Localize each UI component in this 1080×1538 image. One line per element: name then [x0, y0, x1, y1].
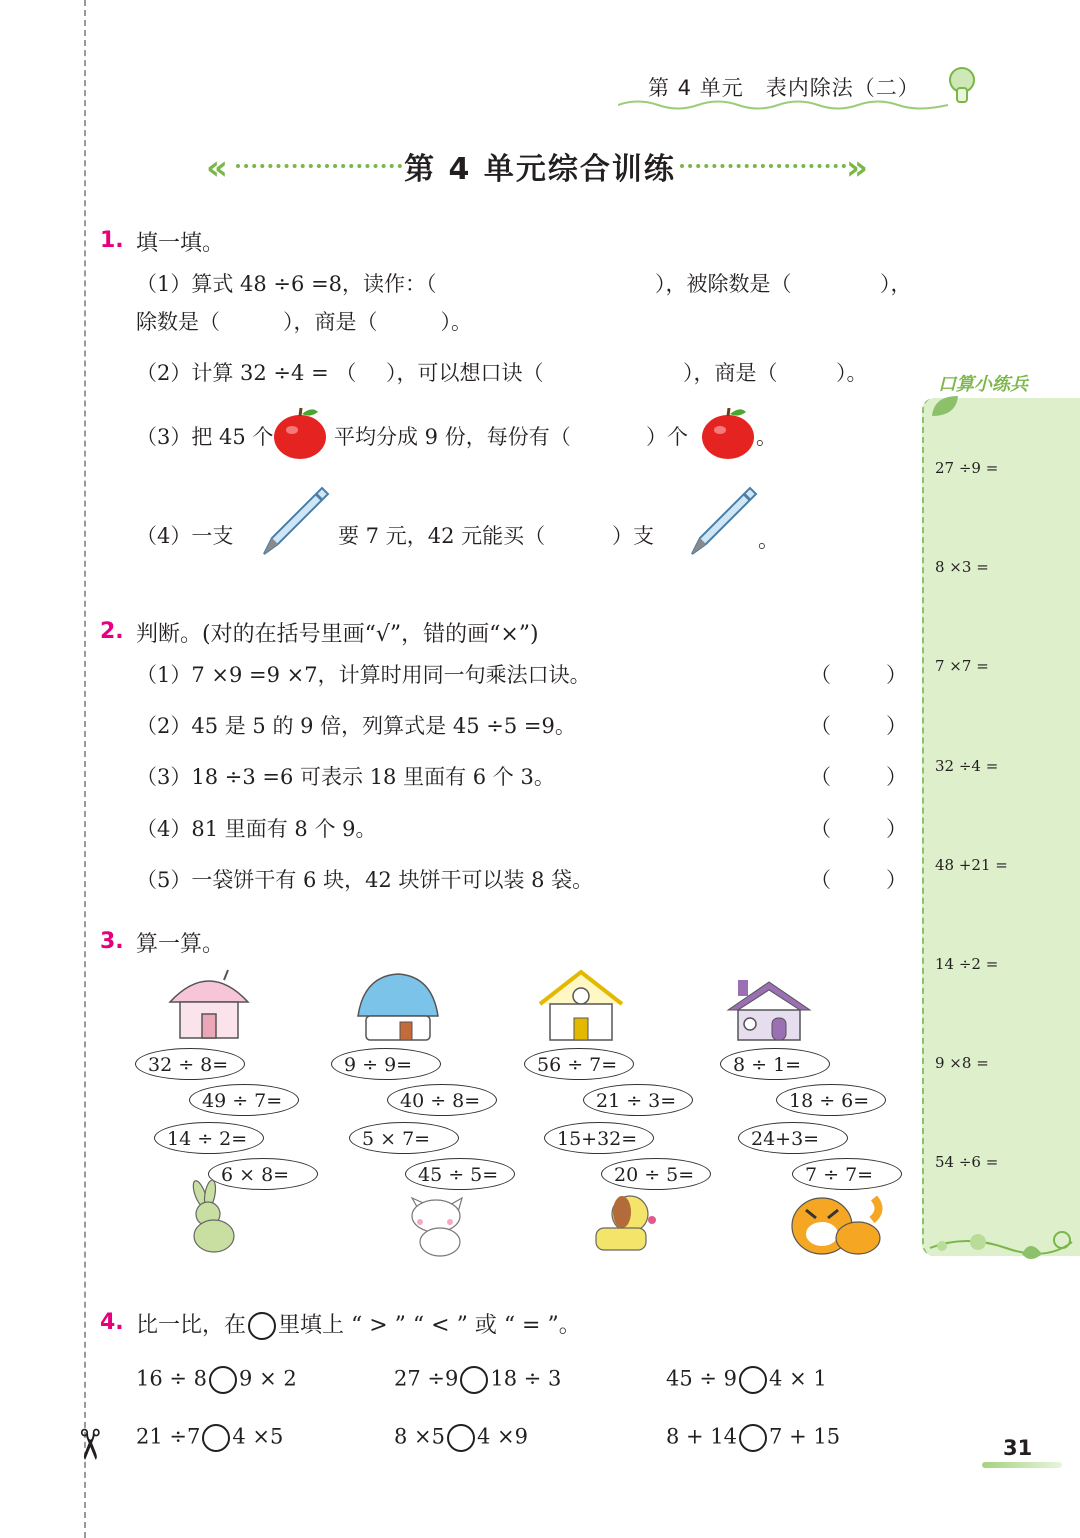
compare-1-1: 16 ÷ 8 9 × 2 [136, 1366, 297, 1394]
compare-1-3: 45 ÷ 9 4 × 1 [666, 1366, 827, 1394]
apple-icon [272, 406, 328, 460]
calc-4-1[interactable]: 8 ÷ 1= [720, 1048, 830, 1080]
sidebar-item-3: 7 ×7 = [935, 657, 989, 675]
calc-1-2[interactable]: 49 ÷ 7= [189, 1084, 299, 1116]
q2-answer-5-open[interactable]: （ [810, 868, 831, 892]
q2-answer-1-open[interactable]: （ [810, 663, 831, 687]
sidebar-item-6: 14 ÷2 = [935, 955, 999, 973]
header-wave-decoration [618, 98, 948, 112]
cat-icon [404, 1188, 476, 1258]
q2-answer-2-close: ） [886, 714, 907, 738]
q1-2-text-b: ），可以想口诀（ [386, 361, 544, 385]
apple-icon-2 [700, 406, 756, 460]
circle-symbol-icon [248, 1312, 276, 1340]
q2-item-3: （3）18 ÷3 =6 可表示 18 里面有 6 个 3。 [136, 765, 555, 789]
q4-title-b: 里填上 “ > ” “ < ” 或 “ = ”。 [278, 1313, 581, 1338]
calc-1-4[interactable]: 6 × 8= [208, 1158, 318, 1190]
compare-2-2: 8 ×5 4 ×9 [394, 1424, 528, 1452]
q2-item-5: （5）一袋饼干有 6 块，42 块饼干可以装 8 袋。 [136, 868, 594, 892]
q1-2-text-c: ），商是（ [683, 361, 778, 385]
q1-2-text: （2）计算 32 ÷4 = （ [136, 361, 357, 385]
q1-2-text-d: ）。 [836, 361, 868, 385]
q1-3-text-b: 平均分成 9 份，每份有（ [334, 425, 571, 449]
cut-line [84, 0, 86, 1538]
mushroom-decoration-icon [940, 64, 984, 108]
dog-icon [588, 1190, 668, 1256]
blue-dome-house-icon [354, 970, 442, 1042]
q1-3-text-d: 。 [756, 425, 777, 449]
q2-answer-3-close: ） [886, 765, 907, 789]
q2-answer-1-close: ） [886, 663, 907, 687]
q4-number: 4. [100, 1310, 124, 1335]
unit-header: 第 4 单元 表内除法（二） [648, 76, 920, 100]
vine-decoration-icon [926, 1224, 1076, 1268]
mushroom-house-icon [166, 966, 252, 1042]
calc-2-3[interactable]: 5 × 7= [349, 1122, 459, 1154]
compare-circle-input[interactable] [202, 1424, 230, 1452]
q1-title: 填一填。 [136, 231, 225, 256]
page-number: 31 [1003, 1436, 1033, 1460]
sidebar-item-5: 48 +21 = [935, 856, 1008, 874]
q3-number: 3. [100, 929, 124, 954]
calc-1-1[interactable]: 32 ÷ 8= [135, 1048, 245, 1080]
calc-2-2[interactable]: 40 ÷ 8= [387, 1084, 497, 1116]
calc-2-1[interactable]: 9 ÷ 9= [331, 1048, 441, 1080]
compare-circle-input[interactable] [209, 1366, 237, 1394]
q2-title: 判断。(对的在括号里画“√”，错的画“×”) [136, 622, 539, 647]
q2-answer-3-open[interactable]: （ [810, 765, 831, 789]
title-right-chevron-icon: » [846, 148, 868, 188]
sidebar-item-8: 54 ÷6 = [935, 1153, 999, 1171]
pen-icon [258, 482, 334, 558]
q1-4-text-d: 。 [758, 528, 779, 552]
q2-item-2: （2）45 是 5 的 9 倍，列算式是 45 ÷5 =9。 [136, 714, 576, 738]
q2-answer-4-open[interactable]: （ [810, 817, 831, 841]
calc-1-3[interactable]: 14 ÷ 2= [154, 1122, 264, 1154]
compare-1-2: 27 ÷9 18 ÷ 3 [394, 1366, 561, 1394]
q1-1-line2: 除数是（ ），商是（ ）。 [136, 310, 472, 334]
q1-number: 1. [100, 228, 124, 253]
compare-circle-input[interactable] [460, 1366, 488, 1394]
q4-title-a: 比一比，在 [136, 1313, 247, 1338]
q1-4-text-b: 要 7 元，42 元能买（ [338, 524, 546, 548]
q2-item-1: （1）7 ×9 =9 ×7，计算时用同一句乘法口诀。 [136, 663, 591, 687]
q2-number: 2. [100, 619, 124, 644]
oral-calc-sidebar [922, 398, 1080, 1256]
sidebar-item-4: 32 ÷4 = [935, 757, 999, 775]
purple-roof-house-icon [726, 980, 812, 1042]
page-number-underline [982, 1462, 1062, 1468]
calc-4-3[interactable]: 24+3= [738, 1122, 848, 1154]
compare-circle-input[interactable] [447, 1424, 475, 1452]
q2-item-4: （4）81 里面有 8 个 9。 [136, 817, 377, 841]
compare-2-3: 8 + 14 7 + 15 [666, 1424, 840, 1452]
q1-3-text-a: （3）把 45 个 [136, 425, 274, 449]
rabbit-icon [178, 1180, 254, 1256]
page-title: 第 4 单元综合训练 [404, 152, 676, 187]
calc-4-2[interactable]: 18 ÷ 6= [776, 1084, 886, 1116]
q2-answer-2-open[interactable]: （ [810, 714, 831, 738]
sidebar-item-7: 9 ×8 = [935, 1054, 989, 1072]
sidebar-item-1: 27 ÷9 = [935, 459, 999, 477]
q2-answer-4-close: ） [886, 817, 907, 841]
q1-1-text: （1）算式 48 ÷6 =8，读作：（ [136, 272, 437, 296]
scissors-icon: ✂ [65, 1426, 115, 1463]
compare-circle-input[interactable] [739, 1424, 767, 1452]
q1-4-text-c: ）支 [612, 524, 654, 548]
calc-3-2[interactable]: 21 ÷ 3= [583, 1084, 693, 1116]
q1-4-text-a: （4）一支 [136, 524, 234, 548]
q1-1-text-c: ）， [880, 272, 912, 296]
q2-answer-5-close: ） [886, 868, 907, 892]
calc-3-3[interactable]: 15+32= [544, 1122, 654, 1154]
leaf-decoration-icon [928, 392, 964, 420]
title-dotted-line-right [680, 164, 846, 168]
sidebar-item-2: 8 ×3 = [935, 558, 989, 576]
q4-title [136, 1308, 581, 1340]
calc-4-4[interactable]: 7 ÷ 7= [792, 1158, 902, 1190]
q1-1-text-b: ），被除数是（ [655, 272, 792, 296]
pen-icon-2 [686, 482, 762, 558]
yellow-house-icon [536, 968, 626, 1042]
tiger-icon [786, 1190, 886, 1260]
compare-2-1: 21 ÷7 4 ×5 [136, 1424, 283, 1452]
calc-2-4[interactable]: 45 ÷ 5= [405, 1158, 515, 1190]
calc-3-4[interactable]: 20 ÷ 5= [601, 1158, 711, 1190]
title-left-chevron-icon: « [206, 148, 228, 188]
sidebar-title: 口算小练兵 [938, 374, 1028, 395]
q1-3-text-c: ）个 [646, 425, 688, 449]
q3-title: 算一算。 [136, 932, 225, 957]
compare-circle-input[interactable] [739, 1366, 767, 1394]
calc-3-1[interactable]: 56 ÷ 7= [524, 1048, 634, 1080]
